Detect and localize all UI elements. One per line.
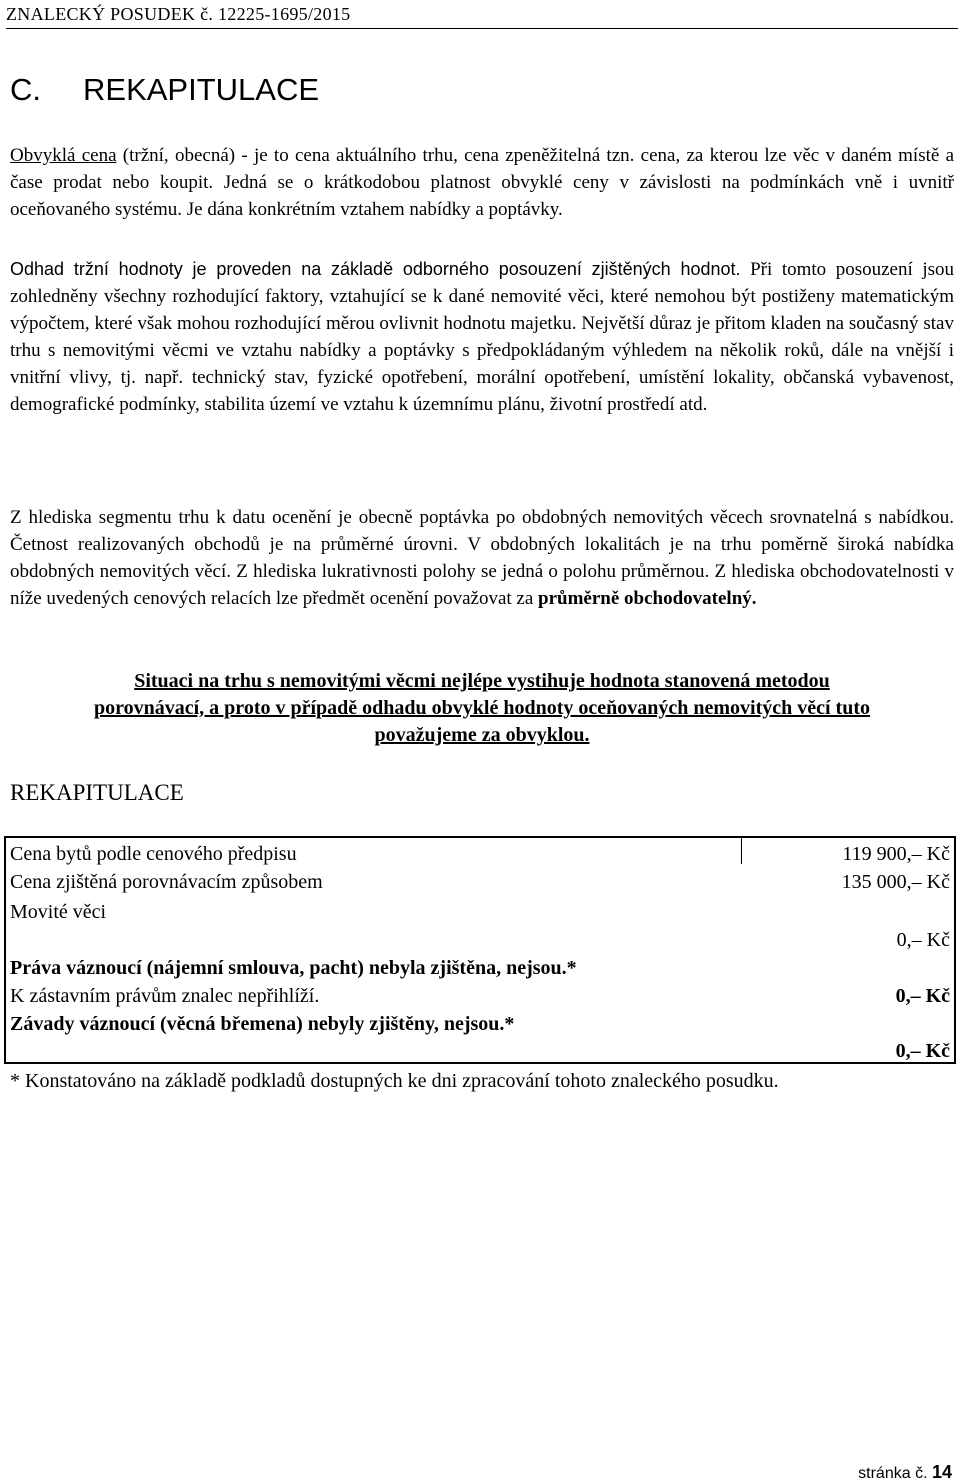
row-value: 119 900,– Kč [842, 843, 950, 865]
row-label: Movité věci [10, 901, 107, 923]
note-line: považujeme za obvyklou. [374, 724, 590, 746]
paragraph-odhad [10, 256, 954, 418]
row-label: Práva váznoucí (nájemní smlouva, pacht) nebyla zjištěna, nejsou.* [10, 957, 577, 979]
table-row [10, 926, 950, 954]
row-value: 0,– Kč [896, 929, 950, 951]
paragraph-obvykla-cena [10, 142, 954, 223]
table-row [10, 868, 950, 896]
rekapitulace-label: REKAPITULACE [10, 780, 184, 805]
table-row [10, 982, 950, 1010]
page-header [6, 2, 958, 29]
row-label: Cena zjištěná porovnávacím způsobem [10, 871, 323, 893]
table-row [10, 1037, 950, 1065]
note-line: porovnávací, a proto v případě odhadu obvyklé hodnoty oceňovaných nemovitých věcí tuto [93, 697, 870, 719]
table-row [10, 840, 950, 868]
table-row [10, 954, 950, 982]
table-row [10, 898, 950, 926]
section-letter: C. [10, 72, 41, 107]
row-sublabel: K zástavním právům znalec nepřihlíží. [10, 985, 320, 1007]
paragraph-bold-end: průměrně obchodovatelný. [538, 588, 757, 609]
table-row [10, 1010, 950, 1038]
market-note [10, 668, 954, 749]
paragraph-segment [10, 504, 954, 612]
paragraph-text: Při tomto posouzení jsou zohledněny všechny rozhodující faktory, vztahující se k dané nemovité věci, které nemohou být postiženy matematickým výpočtem, které však mohou rozhodující měrou ovlivnit hodnotu majetku. Největší důraz je přitom kladen na současný stav trhu s nemovitými věcmi ve vztahu nabídky a poptávky s předpokládaným výhledem na několik roků, dále na vnější i vnitřní vlivy, tj. např. technický stav, fyzické opotřebení, morální opotřebení, umístění lokality, občanská vybavenost, demografické podmínky, stabilita území ve vztahu k územnímu plánu, životní prostředí atd. [10, 259, 954, 415]
footnote: * Konstatováno na základě podkladů dostupných ke dni zpracování tohoto znaleckého posudku. [10, 1070, 779, 1092]
paragraph-text: (tržní, obecná) - je to cena aktuálního trhu, cena zpeněžitelná tzn. cena, za kterou lze věc v daném místě a čase prodat nebo koupit. Jedná se o krátkodobou platnost obvyklé ceny v závislosti na podmínkách vně i uvnitř oceňovaného systému. Je dána konkrétním vztahem nabídky a poptávky. [10, 145, 955, 220]
page-number-value: 14 [931, 1462, 952, 1482]
section-title: REKAPITULACE [83, 72, 320, 107]
rekapitulace-table [4, 836, 956, 1064]
note-line: Situaci na trhu s nemovitými věcmi nejlépe vystihuje hodnota stanovená metodou [134, 670, 830, 692]
row-label: Cena bytů podle cenového předpisu [10, 843, 297, 865]
document-title: ZNALECKÝ POSUDEK č. 12225-1695/2015 [6, 4, 351, 24]
paragraph-text: Z hlediska segmentu trhu k datu ocenění je obecně poptávka po obdobných nemovitých věcech srovnatelná s nabídkou. Četnost realizovaných obchodů je na průměrné úrovni. V obdobných lokalitách je na trhu poměrně široká nabídka obdobných nemovitých věcí. Z hlediska lukrativnosti polohy se jedná o polohu průměrnou. Z hlediska obchodovatelnosti v níže uvedených cenových relacích lze předmět ocenění považovat za [10, 507, 954, 609]
page-label: stránka č. [858, 1465, 928, 1482]
row-value: 135 000,– Kč [841, 871, 950, 893]
section-heading [10, 72, 319, 108]
term-obvykla-cena: Obvyklá cena [10, 145, 117, 166]
page-number [858, 1462, 952, 1483]
row-value: 0,– Kč [895, 1040, 950, 1062]
paragraph-sans-part: Odhad tržní hodnoty je proveden na základě odborného posouzení zjištěných hodnot. [10, 259, 741, 279]
row-label: Závady váznoucí (věcná břemena) nebyly zjištěny, nejsou.* [10, 1013, 515, 1035]
row-value: 0,– Kč [895, 985, 950, 1007]
